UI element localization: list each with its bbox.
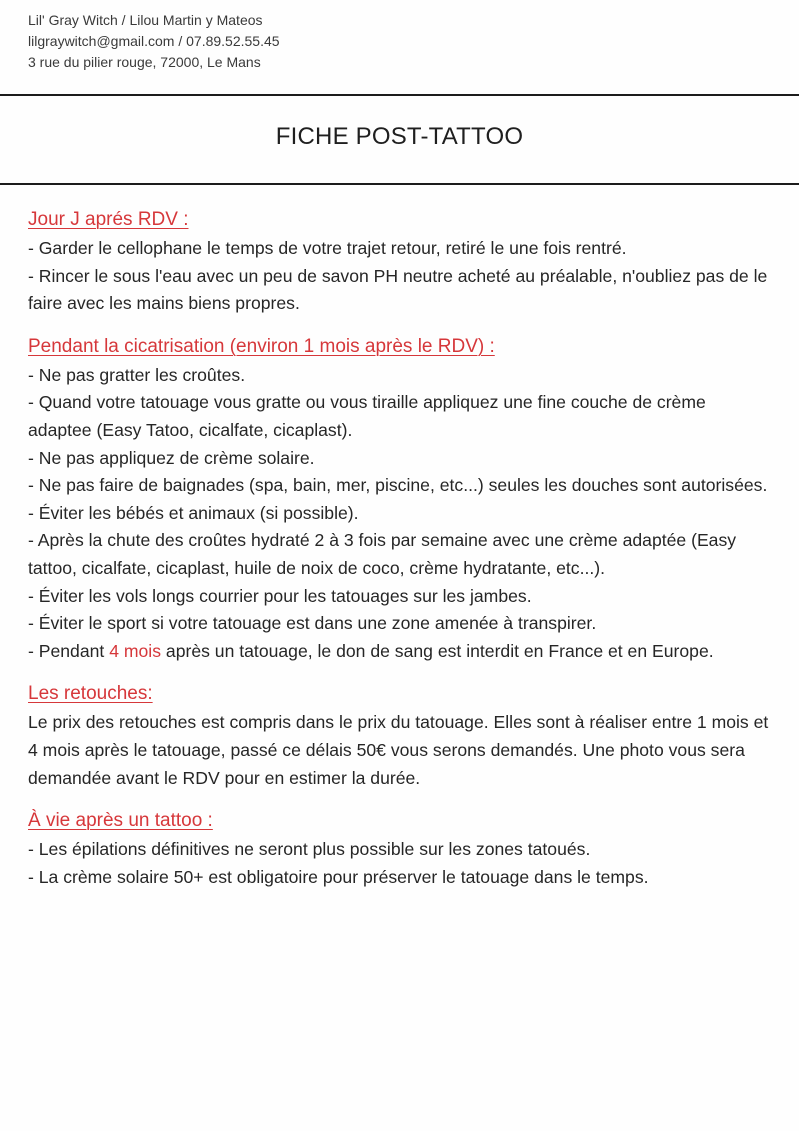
studio-name: Lil' Gray Witch / Lilou Martin y Mateos — [28, 12, 263, 28]
blood-duration-highlight: 4 mois — [109, 640, 162, 661]
instruction-line: - Après la chute des croûtes hydraté 2 à 3 fois par semaine avec une crème adaptée (Easy tattoo, cicalfate, cicaplast, huile de noix de coco, crème hydratante, etc...). — [28, 530, 737, 578]
section-day-of — [28, 205, 773, 318]
instruction-line: - Éviter les vols longs courrier pour les tatouages sur les jambes. — [28, 585, 532, 606]
section-touchups — [28, 679, 773, 792]
studio-address: 3 rue du pilier rouge, 72000, Le Mans — [28, 54, 261, 70]
section-heading: Les retouches: — [28, 683, 153, 705]
instruction-line: - Ne pas appliquez de crème solaire. — [28, 447, 315, 468]
aftercare-content — [28, 205, 773, 905]
instruction-line: - Les épilations définitives ne seront plus possible sur les zones tatoués. — [28, 839, 591, 860]
instruction-line: - La crème solaire 50+ est obligatoire pour préserver le tatouage dans le temps. — [28, 866, 649, 887]
section-heading: À vie après un tattoo : — [28, 810, 213, 832]
instruction-line: - Éviter les bébés et animaux (si possible). — [28, 502, 359, 523]
bottom-divider — [0, 183, 799, 185]
section-heading: Pendant la cicatrisation (environ 1 mois après le RDV) : — [28, 335, 495, 357]
instruction-line: - Ne pas gratter les croûtes. — [28, 364, 246, 385]
section-healing — [28, 332, 773, 666]
section-lifetime — [28, 806, 773, 891]
blood-suffix: après un tatouage, le don de sang est interdit en France et en Europe. — [161, 640, 714, 661]
blood-donation-line — [28, 638, 773, 666]
touchup-paragraph: Le prix des retouches est compris dans le prix du tatouage. Elles sont à réaliser entre 1 mois et 4 mois après le tatouage, passé ce délais 50€ vous serons demandés. Une photo vous sera demandée avant le RDV pour en estimer la durée. — [28, 712, 769, 788]
section-heading: Jour J aprés RDV : — [28, 209, 189, 230]
instruction-line: - Rincer le sous l'eau avec un peu de savon PH neutre acheté au préalable, n'oubliez pas de le faire avec les mains biens propres. — [28, 265, 768, 314]
studio-contact-block — [28, 10, 280, 73]
top-divider — [0, 94, 799, 96]
instruction-line: - Éviter le sport si votre tatouage est dans une zone amenée à transpirer. — [28, 613, 597, 634]
contact-info: lilgraywitch@gmail.com / 07.89.52.55.45 — [28, 33, 280, 49]
instruction-line: - Garder le cellophane le temps de votre trajet retour, retiré le une fois rentré. — [28, 238, 627, 258]
instruction-line: - Ne pas faire de baignades (spa, bain, mer, piscine, etc...) seules les douches sont autorisées. — [28, 475, 768, 496]
document-title: FICHE POST-TATTOO — [275, 123, 524, 150]
blood-prefix: - Pendant — [28, 640, 110, 661]
instruction-line: - Quand votre tatouage vous gratte ou vous tiraille appliquez une fine couche de crème adaptee (Easy Tatoo, cicalfate, cicaplast). — [28, 392, 706, 440]
